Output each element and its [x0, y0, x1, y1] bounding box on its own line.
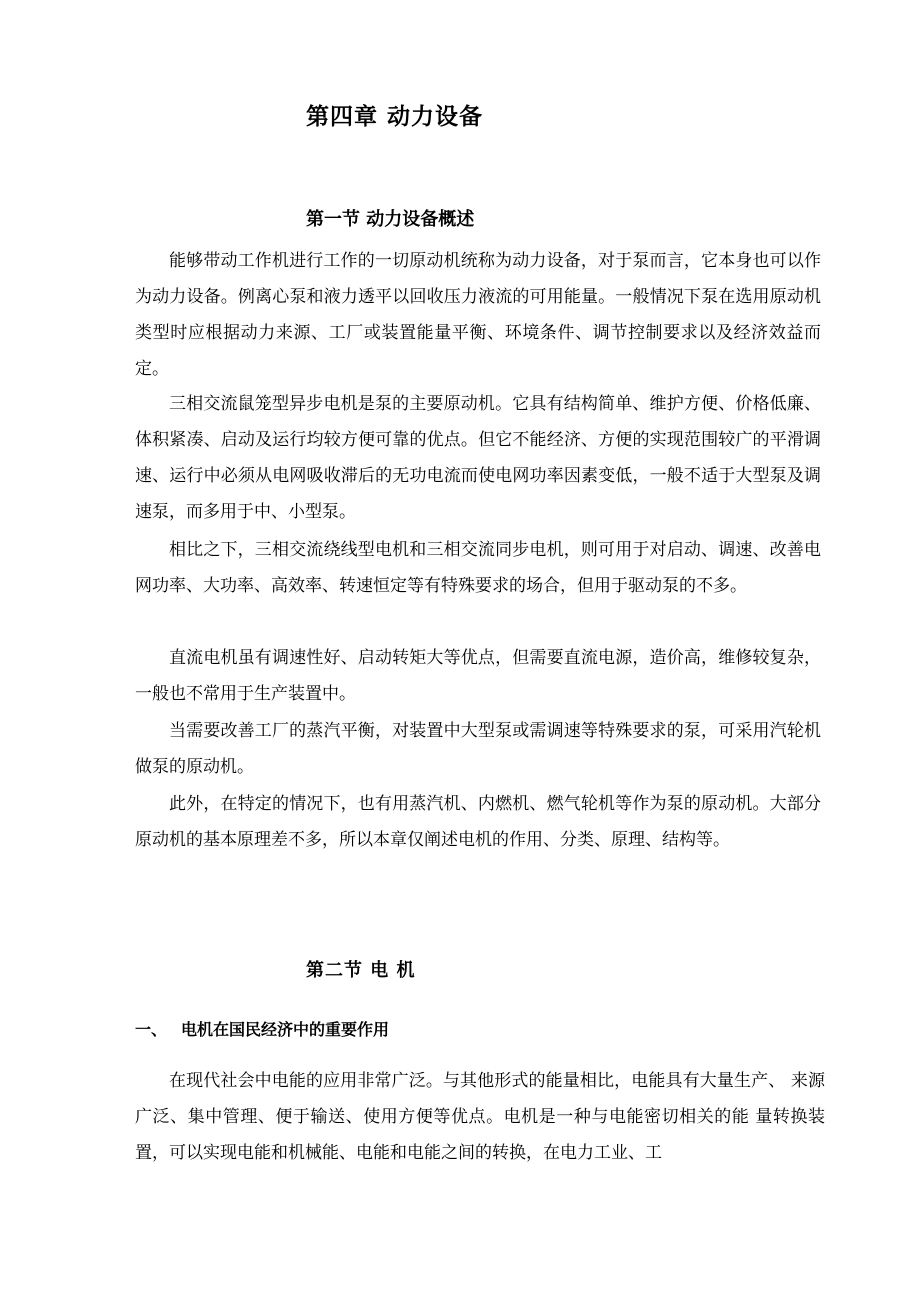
section-2-paragraph-1: 在现代社会中电能的应用非常广泛。与其他形式的能量相比，电能具有大量生产、 来源广泛、集中管理、便于输送、使用方便等优点。电机是一种与电能密切相关的能 量转换装置，可以实现电能和机械能、电能和电能之间的转换，在电力工业、工: [135, 1071, 825, 1163]
section-2-title: 第二节 电 机: [306, 960, 416, 981]
section-1-title: 第一节 动力设备概述: [306, 209, 475, 230]
section-1-paragraph-4: 直流电机虽有调速性好、启动转矩大等优点，但需要直流电源，造价高，维修较复杂，一般也不常用于生产装置中。: [135, 648, 821, 704]
subsection-number: 一、: [135, 1020, 168, 1039]
section-1-paragraph-2: 三相交流鼠笼型异步电机是泵的主要原动机。它具有结构简单、维护方便、价格低廉、体积紧凑、启动及运行均较方便可靠的优点。但它不能经济、方便的实现范围较广的平滑调速、运行中必须从电网吸收滞后的无功电流而使电网功率因素变低，一般不适于大型泵及调速泵，而多用于中、小型泵。: [135, 394, 821, 522]
subsection-title: 电机在国民经济中的重要作用: [181, 1020, 390, 1039]
section-1-paragraph-3: 相比之下，三相交流绕线型电机和三相交流同步电机，则可用于对启动、调速、改善电网功率、大功率、高效率、转速恒定等有特殊要求的场合，但用于驱动泵的不多。: [135, 540, 821, 596]
subsection-heading: [135, 1017, 389, 1040]
section-1-paragraph-6: 此外，在特定的情况下，也有用蒸汽机、内燃机、燃气轮机等作为泵的原动机。大部分原动机的基本原理差不多，所以本章仅阐述电机的作用、分类、原理、结构等。: [135, 794, 821, 850]
chapter-title: 第四章 动力设备: [306, 104, 484, 130]
section-1-paragraph-1: 能够带动工作机进行工作的一切原动机统称为动力设备，对于泵而言，它本身也可以作为动力设备。例离心泵和液力透平以回收压力液流的可用能量。一般情况下泵在选用原动机类型时应根据动力来源、工厂或装置能量平衡、环境条件、调节控制要求以及经济效益而定。: [135, 251, 821, 379]
section-1-paragraph-5: 当需要改善工厂的蒸汽平衡，对装置中大型泵或需调速等特殊要求的泵，可采用汽轮机做泵的原动机。: [135, 721, 821, 777]
